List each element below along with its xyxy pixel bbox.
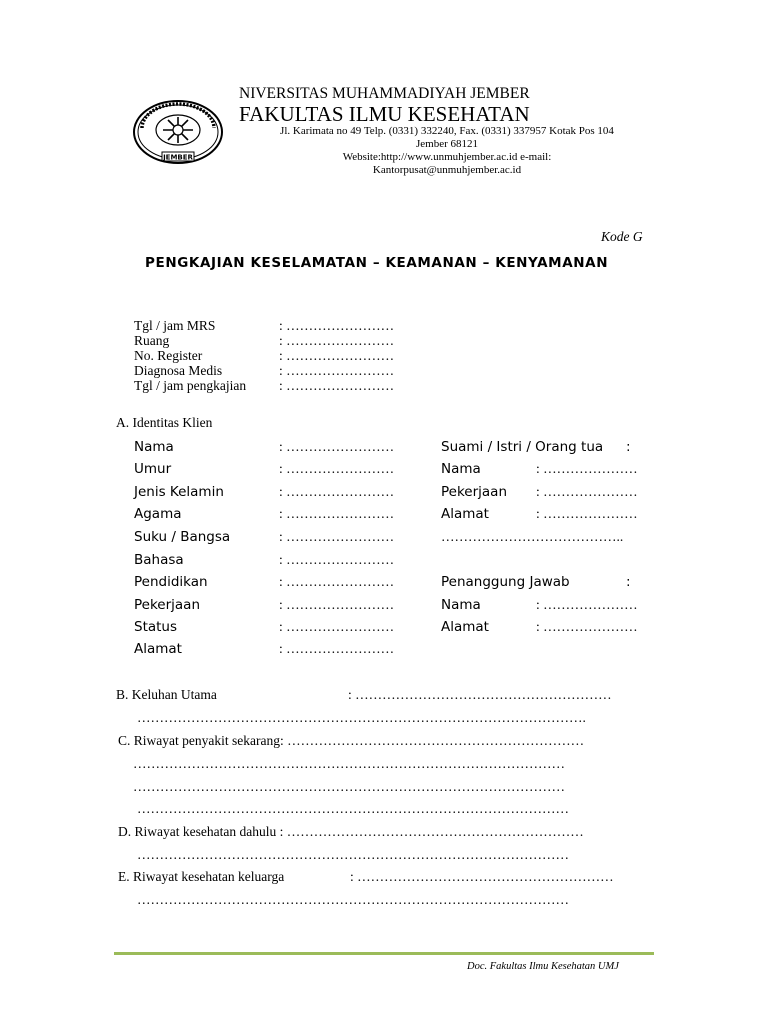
field-nama[interactable]: : …………………… — [279, 439, 395, 454]
field-tgl-pengkajian[interactable]: : …………………… — [279, 378, 395, 393]
field-agama[interactable]: : …………………… — [279, 506, 395, 521]
field-no-register[interactable]: : …………………… — [279, 348, 395, 363]
label-suami-alamat: Alamat — [441, 506, 489, 522]
field-suami-alamat-cont[interactable]: ………………………………….. — [441, 529, 624, 544]
field-riwayat-sekarang-line[interactable]: …………………………………………………………………………………… — [133, 779, 565, 794]
label-no-register: No. Register — [134, 348, 203, 363]
label-diagnosa-medis: Diagnosa Medis — [134, 363, 223, 378]
label-tgl-pengkajian: Tgl / jam pengkajian — [134, 378, 247, 393]
field-bahasa[interactable]: : …………………… — [279, 552, 395, 567]
field-keluhan-utama-cont[interactable]: ………………………………………………………………………………………. — [137, 710, 586, 725]
colon: : — [626, 574, 631, 590]
section-b-heading: B. Keluhan Utama — [116, 687, 217, 702]
field-jenis-kelamin[interactable]: : …………………… — [279, 484, 395, 499]
form-code: Kode G — [601, 229, 643, 244]
form-title: PENGKAJIAN KESELAMATAN – KEAMANAN – KENYAMANAN — [145, 255, 609, 271]
address-line: Kantorpusat@unmuhjember.ac.id — [372, 164, 522, 176]
field-keluhan-utama[interactable]: : ………………………………………………… — [348, 687, 612, 702]
footer-divider — [114, 952, 654, 955]
field-status[interactable]: : …………………… — [279, 619, 395, 634]
field-riwayat-sekarang-line[interactable]: …………………………………………………………………………………… — [133, 756, 565, 771]
label-alamat: Alamat — [134, 641, 182, 657]
footer-text: Doc. Fakultas Ilmu Kesehatan UMJ — [467, 961, 619, 972]
label-umur: Umur — [134, 461, 172, 477]
university-name: NIVERSITAS MUHAMMADIYAH JEMBER — [239, 85, 530, 102]
label-tgl-mrs: Tgl / jam MRS — [134, 318, 216, 333]
field-suami-nama[interactable]: : ………………… — [536, 461, 638, 476]
label-jenis-kelamin: Jenis Kelamin — [134, 484, 224, 500]
field-pekerjaan[interactable]: : …………………… — [279, 597, 395, 612]
faculty-name: FAKULTAS ILMU KESEHATAN — [239, 102, 530, 126]
label-agama: Agama — [134, 506, 182, 522]
label-pekerjaan: Pekerjaan — [134, 597, 201, 613]
field-pendidikan[interactable]: : …………………… — [279, 574, 395, 589]
colon: : — [626, 439, 631, 455]
section-e-heading: E. Riwayat kesehatan keluarga — [118, 869, 285, 884]
field-riwayat-sekarang-line[interactable]: …………………………………………………………………………………… — [137, 801, 569, 816]
address-line: Website:http://www.unmuhjember.ac.id e-mail: — [342, 151, 552, 163]
label-pendidikan: Pendidikan — [134, 574, 208, 590]
address-line: Jl. Karimata no 49 Telp. (0331) 332240, Fax. (0331) 337957 Kotak Pos 104 — [280, 125, 614, 137]
field-riwayat-keluarga[interactable]: : ………………………………………………… — [350, 869, 614, 884]
field-umur[interactable]: : …………………… — [279, 461, 395, 476]
field-pj-alamat[interactable]: : ………………… — [536, 619, 638, 634]
label-suku-bangsa: Suku / Bangsa — [134, 529, 231, 545]
label-penanggung-jawab: Penanggung Jawab — [441, 574, 570, 590]
section-a-heading: A. Identitas Klien — [116, 415, 213, 430]
field-riwayat-keluarga-line[interactable]: …………………………………………………………………………………… — [137, 892, 569, 907]
field-pj-nama[interactable]: : ………………… — [536, 597, 638, 612]
address-block — [242, 125, 652, 177]
field-tgl-mrs[interactable]: : …………………… — [279, 318, 395, 333]
field-alamat[interactable]: : …………………… — [279, 641, 395, 656]
field-suami-pekerjaan[interactable]: : ………………… — [536, 484, 638, 499]
field-riwayat-dahulu-line[interactable]: …………………………………………………………………………………… — [137, 847, 569, 862]
label-status: Status — [134, 619, 178, 635]
label-bahasa: Bahasa — [134, 552, 184, 568]
university-logo-icon — [132, 98, 224, 168]
section-c-heading[interactable]: C. Riwayat penyakit sekarang: ………………………………………………………… — [118, 733, 585, 748]
label-suami-pekerjaan: Pekerjaan — [441, 484, 508, 500]
label-pj-nama: Nama — [441, 597, 481, 613]
field-ruang[interactable]: : …………………… — [279, 333, 395, 348]
label-nama: Nama — [134, 439, 174, 455]
label-pj-alamat: Alamat — [441, 619, 489, 635]
label-suami-istri-orangtua: Suami / Istri / Orang tua — [441, 439, 604, 455]
label-ruang: Ruang — [134, 333, 170, 348]
svg-text:JEMBER: JEMBER — [163, 153, 193, 162]
label-suami-nama: Nama — [441, 461, 481, 477]
field-suku-bangsa[interactable]: : …………………… — [279, 529, 395, 544]
section-d-heading[interactable]: D. Riwayat kesehatan dahulu : ………………………………………………………… — [118, 824, 584, 839]
address-line: Jember 68121 — [415, 138, 478, 150]
field-diagnosa-medis[interactable]: : …………………… — [279, 363, 395, 378]
field-suami-alamat[interactable]: : ………………… — [536, 506, 638, 521]
